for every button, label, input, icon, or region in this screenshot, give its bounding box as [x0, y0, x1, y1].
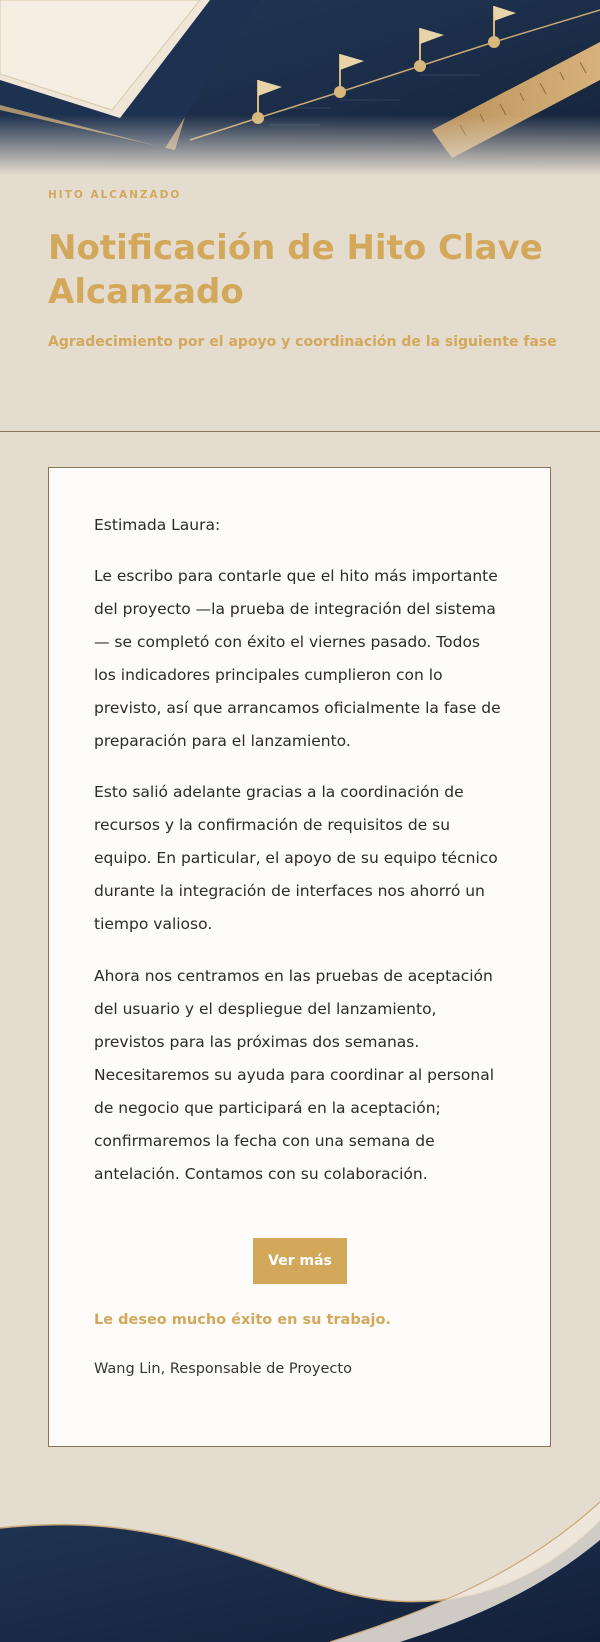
header-illustration: [0, 0, 600, 175]
eyebrow-label: HITO ALCANZADO: [48, 189, 182, 201]
page-title: Notificación de Hito Clave Alcanzado: [48, 228, 543, 312]
letter-signature: Wang Lin, Responsable de Proyecto: [94, 1361, 352, 1377]
letter-paragraph-1: Le escribo para contarle que el hito más importante del proyecto —la prueba de integración del sistema— se completó con éxito el viernes pasado. Todos los indicadores principales cumplieron con lo previsto, así que arrancamos oficialmente la fase de preparación para el lanzamiento.: [94, 567, 501, 750]
header-divider: [0, 431, 600, 432]
letter-paragraph-2: Esto salió adelante gracias a la coordinación de recursos y la confirmación de requisitos de su equipo. En particular, el apoyo de su equipo técnico durante la integración de interfaces nos ahorró un tiempo valioso.: [94, 783, 498, 933]
letter-paragraph-3: Ahora nos centramos en las pruebas de aceptación del usuario y el despliegue del lanzamiento, previstos para las próximas dos semanas. Necesitaremos su ayuda para coordinar al personal de negocio que participará en la aceptación; confirmaremos la fecha con una semana de antelación. Contamos con su colaboración.: [94, 967, 495, 1183]
page-subtitle: Agradecimiento por el apoyo y coordinación de la siguiente fase: [48, 334, 557, 350]
footer-illustration: [0, 1480, 600, 1642]
letter-closing: Le deseo mucho éxito en su trabajo.: [94, 1312, 391, 1328]
see-more-button[interactable]: Ver más: [253, 1238, 347, 1284]
letter-greeting: Estimada Laura:: [94, 516, 221, 534]
